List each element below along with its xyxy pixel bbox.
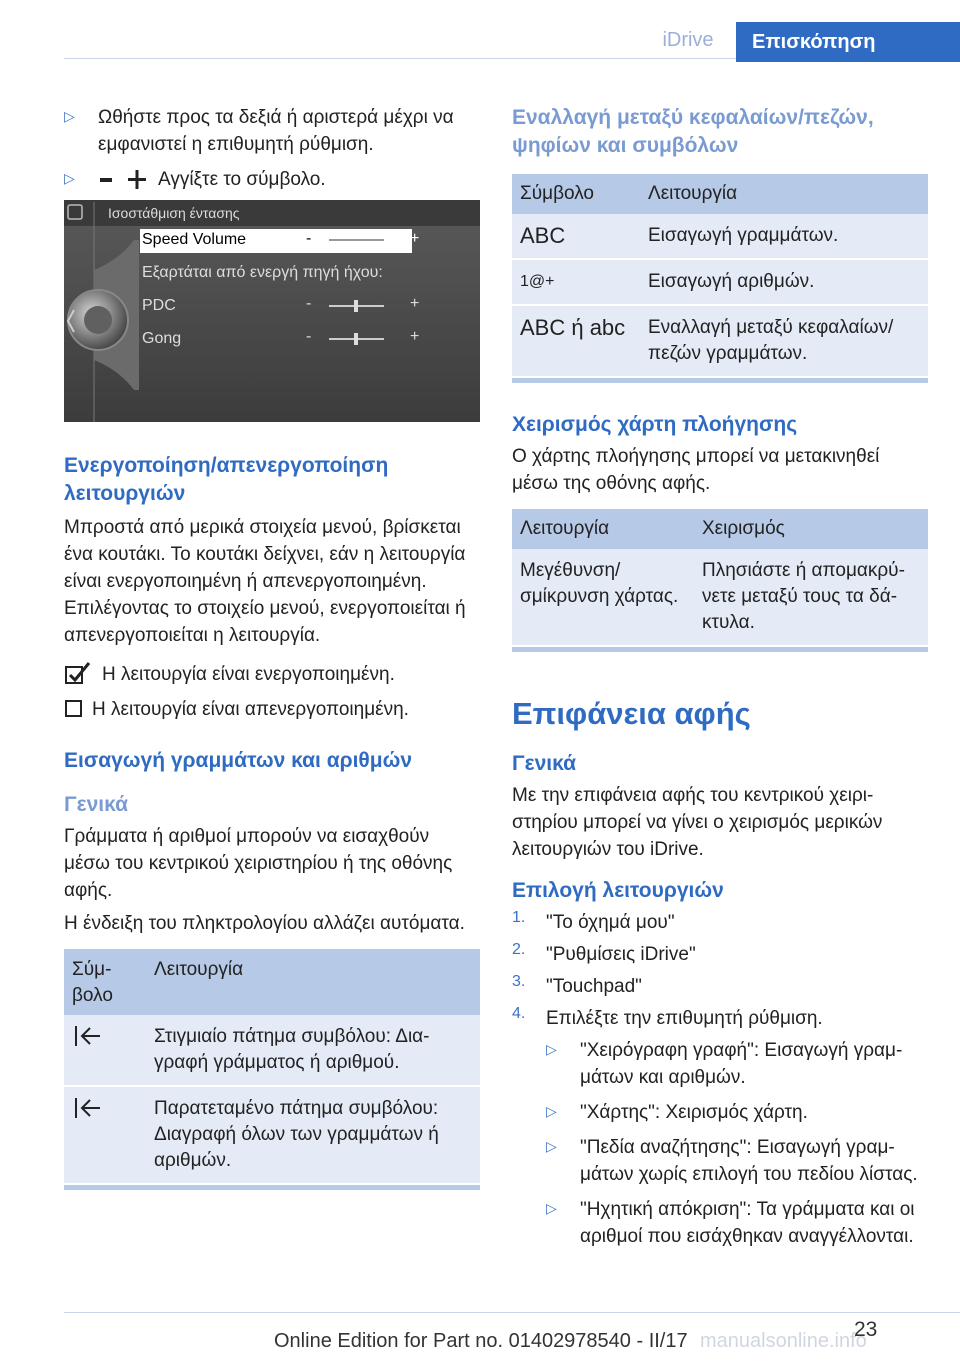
checked-text: Η λειτουργία είναι ενεργοποιημένη. [102, 664, 395, 685]
table-header-cell: Λειτουργία [146, 949, 480, 1015]
screen-plus: + [410, 230, 420, 247]
list-item [512, 941, 928, 968]
switch-heading: Εναλλαγή μεταξύ κεφαλαίων/πεζών, ψηφίων και συμβόλων [512, 106, 874, 157]
bullet-text: Αγγίξτε το σύμβολο. [158, 169, 326, 190]
touch-subheading: Γενικά [512, 752, 577, 775]
input-text-2: Η ένδειξη του πληκτρολογίου αλλάζει αυτόματα. [64, 913, 465, 934]
delete-backspace-icon [72, 1024, 102, 1048]
table-cell: Πλησιάστε ή απομακρύνετε μεταξύ τους τα δάκτυλα. [694, 549, 928, 646]
step-number: 1. [512, 909, 526, 926]
screen-minus: - [306, 230, 312, 247]
right-column-body [512, 104, 928, 1250]
steps-list [512, 909, 928, 1032]
symbol-cell: ABC [512, 214, 640, 259]
screen-row-gong: Gong [142, 330, 182, 347]
list-item [546, 1134, 928, 1188]
table-header-cell: Χειρισμός [694, 509, 928, 549]
step-text: "Το όχημά μου" [546, 912, 675, 933]
switch-table [512, 174, 928, 378]
screen-plus: + [410, 295, 420, 312]
left-column-body [64, 452, 480, 1190]
screen-row-pdc: PDC [142, 297, 176, 314]
sub-bullet-text: "Πεδία αναζήτησης": Εισαγωγή γραμμάτων χωρίς επιλογή του πεδίου λίστας. [580, 1137, 918, 1185]
input-subheading: Γενικά [64, 793, 129, 816]
idrive-screenshot [64, 200, 480, 422]
checked-legend [64, 661, 480, 688]
table-cell: Στιγμιαίο πάτημα συμβόλου: Διαγραφή γράμματος ή αριθμού. [146, 1015, 480, 1086]
input-heading: Εισαγωγή γραμμάτων και αριθμών [64, 749, 413, 772]
step-text: "Touchpad" [546, 976, 642, 997]
header-tab: Επισκόπηση [736, 22, 960, 62]
unchecked-legend [64, 696, 480, 723]
table-row [64, 1086, 480, 1184]
table-header-cell: Σύμβολο [512, 174, 640, 214]
bullet [64, 104, 480, 158]
left-bullets [64, 104, 480, 193]
sub-bullet-text: "Χειρόγραφη γραφή": Εισαγωγή γραμμάτων και αριθμών. [580, 1040, 903, 1088]
step-number: 2. [512, 941, 526, 958]
screen-row-source: Εξαρτάται από ενεργή πηγή ήχου: [142, 264, 383, 281]
triangle-bullet-icon: ▷ [64, 170, 75, 186]
table-cell: Εναλλαγή μεταξύ κεφαλαίων/πεζών γραμμάτων. [640, 305, 928, 377]
table-row [64, 1015, 480, 1086]
list-item [512, 973, 928, 1000]
footer-rule [64, 1312, 960, 1313]
map-text: Ο χάρτης πλοήγησης μπορεί να μετακινηθεί μέσω της οθόνης αφής. [512, 446, 880, 494]
sub-bullet-text: "Ηχητική απόκριση": Τα γράμματα και οι αριθμοί που εισάχθηκαν αναγγέλλονται. [580, 1199, 915, 1247]
header-section: iDrive [662, 29, 714, 51]
touch-heading: Επιφάνεια αφής [512, 696, 751, 731]
checked-box-icon [64, 661, 92, 685]
table-row [512, 305, 928, 377]
table-row [512, 549, 928, 646]
triangle-bullet-icon: ▷ [64, 108, 75, 124]
table-end-bar [512, 647, 928, 652]
table-end-bar [64, 1185, 480, 1190]
list-item [512, 909, 928, 936]
list-item [546, 1037, 928, 1091]
unchecked-box-icon [64, 696, 84, 720]
minus-plus-icon [98, 169, 150, 191]
step-number: 4. [512, 1005, 526, 1022]
table-row [512, 259, 928, 305]
screen-minus: - [306, 295, 312, 312]
table-row [512, 214, 928, 259]
symbol-cell: ABC ή abc [512, 305, 640, 377]
list-item [512, 1005, 928, 1032]
step-number: 3. [512, 973, 526, 990]
screen-title: Ισοστάθμιση έντασης [108, 205, 240, 221]
table-cell: Εισαγωγή αριθμών. [640, 259, 928, 305]
watermark: manualsonline.info [700, 1330, 867, 1352]
sub-bullet-text: "Χάρτης": Χειρισμός χάρτη. [580, 1102, 808, 1123]
delete-icon-cell [64, 1086, 146, 1184]
triangle-bullet-icon: ▷ [546, 1103, 557, 1119]
bullet [64, 166, 480, 193]
input-text-1: Γράμματα ή αριθμοί μπορούν να εισαχθούν μέσω του κεντρικού χειριστηρίου ή της οθόνης αφής. [64, 826, 453, 901]
bullet-text: Ωθήστε προς τα δεξιά ή αριστερά μέχρι να εμφανιστεί η επιθυμητή ρύθμιση. [98, 107, 454, 155]
screen-minus: - [306, 328, 312, 345]
step-text: "Ρυθμίσεις iDrive" [546, 944, 696, 965]
triangle-bullet-icon: ▷ [546, 1200, 557, 1216]
table-header-cell: Λειτουργία [640, 174, 928, 214]
list-item [546, 1099, 928, 1126]
delete-symbol-table [64, 949, 480, 1185]
touch-text: Με την επιφάνεια αφής του κεντρικού χειριστηρίου μπορεί να γίνει ο χειρισμός μερικών λειτουργιών του iDrive. [512, 785, 883, 860]
table-cell: Παρατεταμένο πάτημα συμβόλου: Διαγραφή όλων των γραμμάτων ή αριθμών. [146, 1086, 480, 1184]
sub-bullets [546, 1037, 928, 1250]
table-end-bar [512, 378, 928, 383]
map-table [512, 509, 928, 647]
triangle-bullet-icon: ▷ [546, 1041, 557, 1057]
activation-text: Μπροστά από μερικά στοιχεία μενού, βρίσκεται ένα κουτάκι. Το κουτάκι δείχνει, εάν η λειτουργία είναι ενεργοποιημένη ή απενεργοποιημένη. Επιλέγοντας το στοιχείο μενού, ενεργοποιείται ή απενεργοποιείται η λειτουργία. [64, 517, 466, 646]
map-heading: Χειρισμός χάρτη πλοήγησης [512, 413, 798, 436]
table-header-cell: Λειτουργία [512, 509, 694, 549]
unchecked-text: Η λειτουργία είναι απενεργοποιημένη. [92, 699, 409, 720]
table-header-cell: Σύμβολο [64, 949, 146, 1015]
page-number: 23 [854, 1318, 878, 1341]
symbol-cell: 1@+ [512, 259, 640, 305]
triangle-bullet-icon: ▷ [546, 1138, 557, 1154]
step-text: Επιλέξτε την επιθυμητή ρύθμιση. [546, 1008, 823, 1029]
delete-icon-cell [64, 1015, 146, 1086]
table-cell: Μεγέθυνση/σμίκρυνση χάρτας. [512, 549, 694, 646]
activation-heading: Ενεργοποίηση/απενεργοποίηση λειτουργιών [64, 454, 389, 505]
table-cell: Εισαγωγή γραμμάτων. [640, 214, 928, 259]
screen-plus: + [410, 328, 420, 345]
select-heading: Επιλογή λειτουργιών [512, 879, 724, 902]
footer-edition: Online Edition for Part no. 01402978540 - II/17 [274, 1330, 688, 1352]
list-item [546, 1196, 928, 1250]
delete-all-icon [72, 1096, 102, 1120]
screen-row-speed-volume: Speed Volume [142, 231, 247, 248]
